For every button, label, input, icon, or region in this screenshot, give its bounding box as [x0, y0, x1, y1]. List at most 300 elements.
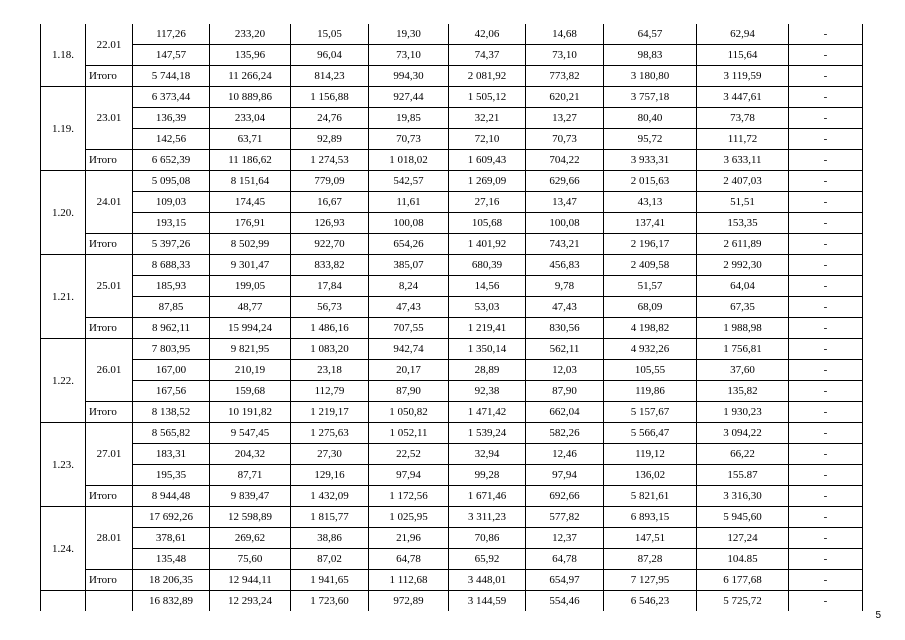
total-label: Итого	[86, 234, 133, 255]
value-cell: 137,41	[604, 213, 697, 234]
value-cell: 111,72	[697, 129, 789, 150]
table-row	[41, 213, 863, 234]
value-cell: -	[789, 528, 863, 549]
value-cell: 74,37	[449, 45, 526, 66]
value-cell: 48,77	[210, 297, 291, 318]
value-cell: 620,21	[526, 87, 604, 108]
value-cell: 1 083,20	[291, 339, 369, 360]
total-value-cell: -	[789, 570, 863, 591]
value-cell: 1 815,77	[291, 507, 369, 528]
value-cell: 20,17	[369, 360, 449, 381]
total-value-cell: 7 127,95	[604, 570, 697, 591]
value-cell: 47,43	[369, 297, 449, 318]
total-value-cell: 3 316,30	[697, 486, 789, 507]
value-cell: 233,20	[210, 24, 291, 45]
value-cell: 119,86	[604, 381, 697, 402]
total-label: Итого	[86, 150, 133, 171]
value-cell: 2 407,03	[697, 171, 789, 192]
table-row	[41, 255, 863, 276]
value-cell: 73,10	[369, 45, 449, 66]
value-cell: -	[789, 297, 863, 318]
value-cell: 6 373,44	[133, 87, 210, 108]
total-label: Итого	[86, 570, 133, 591]
total-value-cell: -	[789, 66, 863, 87]
total-value-cell: 3 933,31	[604, 150, 697, 171]
value-cell: 9 301,47	[210, 255, 291, 276]
value-cell: 51,51	[697, 192, 789, 213]
value-cell: 1 539,24	[449, 423, 526, 444]
total-value-cell: 1 988,98	[697, 318, 789, 339]
value-cell: 53,03	[449, 297, 526, 318]
table-row	[41, 507, 863, 528]
value-cell: 115,64	[697, 45, 789, 66]
value-cell: 21,96	[369, 528, 449, 549]
value-cell: 147,57	[133, 45, 210, 66]
value-cell: 129,16	[291, 465, 369, 486]
value-cell: 73,78	[697, 108, 789, 129]
value-cell: -	[789, 507, 863, 528]
total-value-cell: 5 397,26	[133, 234, 210, 255]
total-value-cell: 814,23	[291, 66, 369, 87]
total-value-cell: 2 081,92	[449, 66, 526, 87]
total-value-cell: 1 219,17	[291, 402, 369, 423]
total-value-cell: 1 941,65	[291, 570, 369, 591]
value-cell: 19,30	[369, 24, 449, 45]
value-cell: 98,83	[604, 45, 697, 66]
value-cell: 927,44	[369, 87, 449, 108]
value-cell: 87,02	[291, 549, 369, 570]
total-value-cell: 1 486,16	[291, 318, 369, 339]
value-cell: -	[789, 465, 863, 486]
table-row	[41, 381, 863, 402]
total-value-cell: 11 186,62	[210, 150, 291, 171]
date-cell: 26.01	[86, 339, 133, 402]
value-cell: 27,16	[449, 192, 526, 213]
value-cell: 1 723,60	[291, 591, 369, 612]
value-cell: 972,89	[369, 591, 449, 612]
date-cell: 25.01	[86, 255, 133, 318]
value-cell: 3 757,18	[604, 87, 697, 108]
total-value-cell: -	[789, 486, 863, 507]
table-row	[41, 591, 863, 612]
value-cell: 136,39	[133, 108, 210, 129]
value-cell: 3 094,22	[697, 423, 789, 444]
value-cell: 73,10	[526, 45, 604, 66]
value-cell: 16 832,89	[133, 591, 210, 612]
value-cell: 1 350,14	[449, 339, 526, 360]
value-cell: 629,66	[526, 171, 604, 192]
total-value-cell: 704,22	[526, 150, 604, 171]
table-row	[41, 549, 863, 570]
value-cell: 32,21	[449, 108, 526, 129]
value-cell: 15,05	[291, 24, 369, 45]
date-cell	[86, 591, 133, 612]
total-value-cell: 1 671,46	[449, 486, 526, 507]
total-value-cell: 12 944,11	[210, 570, 291, 591]
table-row	[41, 87, 863, 108]
total-label: Итого	[86, 66, 133, 87]
value-cell: 70,86	[449, 528, 526, 549]
table-row	[41, 171, 863, 192]
total-row	[41, 150, 863, 171]
value-cell: 65,92	[449, 549, 526, 570]
value-cell: 105,55	[604, 360, 697, 381]
value-cell: 3 144,59	[449, 591, 526, 612]
value-cell: 87,85	[133, 297, 210, 318]
value-cell: 14,68	[526, 24, 604, 45]
table-row	[41, 45, 863, 66]
total-row	[41, 402, 863, 423]
date-cell: 28.01	[86, 507, 133, 570]
value-cell: 13,27	[526, 108, 604, 129]
total-value-cell: 6 177,68	[697, 570, 789, 591]
value-cell: 833,82	[291, 255, 369, 276]
value-cell: 204,32	[210, 444, 291, 465]
value-cell: 119,12	[604, 444, 697, 465]
value-cell: 1 052,11	[369, 423, 449, 444]
value-cell: 13,47	[526, 192, 604, 213]
value-cell: 147,51	[604, 528, 697, 549]
total-label: Итого	[86, 486, 133, 507]
value-cell: 97,94	[369, 465, 449, 486]
total-value-cell: 773,82	[526, 66, 604, 87]
value-cell: -	[789, 87, 863, 108]
table-row	[41, 129, 863, 150]
value-cell: 19,85	[369, 108, 449, 129]
value-cell: 22,52	[369, 444, 449, 465]
value-cell: 12,37	[526, 528, 604, 549]
total-value-cell: 1 401,92	[449, 234, 526, 255]
table-row	[41, 465, 863, 486]
value-cell: 5 566,47	[604, 423, 697, 444]
value-cell: 99,28	[449, 465, 526, 486]
total-value-cell: 994,30	[369, 66, 449, 87]
value-cell: 9,78	[526, 276, 604, 297]
total-value-cell: 15 994,24	[210, 318, 291, 339]
value-cell: 126,93	[291, 213, 369, 234]
value-cell: 378,61	[133, 528, 210, 549]
total-value-cell: 8 962,11	[133, 318, 210, 339]
total-value-cell: -	[789, 318, 863, 339]
value-cell: 136,02	[604, 465, 697, 486]
value-cell: 385,07	[369, 255, 449, 276]
value-cell: 12 293,24	[210, 591, 291, 612]
total-row	[41, 234, 863, 255]
value-cell: 64,78	[526, 549, 604, 570]
table-row	[41, 297, 863, 318]
value-cell: 105,68	[449, 213, 526, 234]
value-cell: 8,24	[369, 276, 449, 297]
value-cell: 70,73	[526, 129, 604, 150]
table-row	[41, 528, 863, 549]
value-cell: 142,56	[133, 129, 210, 150]
value-cell: 75,60	[210, 549, 291, 570]
value-cell: 176,91	[210, 213, 291, 234]
value-cell: 779,09	[291, 171, 369, 192]
total-value-cell: 5 157,67	[604, 402, 697, 423]
total-value-cell: 4 198,82	[604, 318, 697, 339]
value-cell: 2 015,63	[604, 171, 697, 192]
value-cell: 199,05	[210, 276, 291, 297]
total-value-cell: 1 112,68	[369, 570, 449, 591]
value-cell: 942,74	[369, 339, 449, 360]
value-cell: 64,78	[369, 549, 449, 570]
value-cell: 9 547,45	[210, 423, 291, 444]
date-cell: 24.01	[86, 171, 133, 234]
value-cell: -	[789, 129, 863, 150]
total-value-cell: 654,26	[369, 234, 449, 255]
value-cell: -	[789, 360, 863, 381]
total-value-cell: 1 930,23	[697, 402, 789, 423]
value-cell: 63,71	[210, 129, 291, 150]
value-cell: 8 151,64	[210, 171, 291, 192]
value-cell: 3 447,61	[697, 87, 789, 108]
table-row	[41, 108, 863, 129]
value-cell: 11,61	[369, 192, 449, 213]
value-cell: 32,94	[449, 444, 526, 465]
value-cell: 66,22	[697, 444, 789, 465]
total-value-cell: 10 191,82	[210, 402, 291, 423]
value-cell: 4 932,26	[604, 339, 697, 360]
value-cell: 12,03	[526, 360, 604, 381]
value-cell: 87,90	[369, 381, 449, 402]
value-cell: 42,06	[449, 24, 526, 45]
total-value-cell: 3 448,01	[449, 570, 526, 591]
total-value-cell: 2 611,89	[697, 234, 789, 255]
total-value-cell: -	[789, 150, 863, 171]
value-cell: 47,43	[526, 297, 604, 318]
value-cell: -	[789, 213, 863, 234]
table-row	[41, 360, 863, 381]
value-cell: 135,48	[133, 549, 210, 570]
value-cell: 56,73	[291, 297, 369, 318]
value-cell: 3 311,23	[449, 507, 526, 528]
value-cell: 12 598,89	[210, 507, 291, 528]
value-cell: 5 725,72	[697, 591, 789, 612]
total-value-cell: 8 138,52	[133, 402, 210, 423]
value-cell: 183,31	[133, 444, 210, 465]
value-cell: 7 803,95	[133, 339, 210, 360]
total-value-cell: -	[789, 234, 863, 255]
section-number: 1.21.	[41, 255, 86, 339]
value-cell: 2 992,30	[697, 255, 789, 276]
date-cell: 22.01	[86, 24, 133, 66]
total-value-cell: 2 196,17	[604, 234, 697, 255]
value-cell: -	[789, 381, 863, 402]
value-cell: 27,30	[291, 444, 369, 465]
value-cell: 37,60	[697, 360, 789, 381]
value-cell: 17 692,26	[133, 507, 210, 528]
value-cell: 24,76	[291, 108, 369, 129]
value-cell: 92,38	[449, 381, 526, 402]
table-row	[41, 192, 863, 213]
value-cell: 8 565,82	[133, 423, 210, 444]
total-row	[41, 66, 863, 87]
value-cell: 1 275,63	[291, 423, 369, 444]
total-label: Итого	[86, 318, 133, 339]
value-cell: -	[789, 192, 863, 213]
total-value-cell: -	[789, 402, 863, 423]
value-cell: -	[789, 591, 863, 612]
value-cell: 456,83	[526, 255, 604, 276]
section-number: 1.19.	[41, 87, 86, 171]
value-cell: 542,57	[369, 171, 449, 192]
value-cell: 64,04	[697, 276, 789, 297]
value-cell: 10 889,86	[210, 87, 291, 108]
total-value-cell: 1 018,02	[369, 150, 449, 171]
value-cell: 135,82	[697, 381, 789, 402]
total-label: Итого	[86, 402, 133, 423]
value-cell: 195,35	[133, 465, 210, 486]
total-value-cell: 654,97	[526, 570, 604, 591]
total-row	[41, 486, 863, 507]
section-number: 1.22.	[41, 339, 86, 423]
total-row	[41, 318, 863, 339]
value-cell: -	[789, 255, 863, 276]
value-cell: 100,08	[526, 213, 604, 234]
section-number	[41, 591, 86, 612]
value-cell: 159,68	[210, 381, 291, 402]
value-cell: 153,35	[697, 213, 789, 234]
value-cell: 6 893,15	[604, 507, 697, 528]
total-value-cell: 8 502,99	[210, 234, 291, 255]
value-cell: 210,19	[210, 360, 291, 381]
table-row	[41, 444, 863, 465]
total-value-cell: 3 633,11	[697, 150, 789, 171]
value-cell: -	[789, 24, 863, 45]
value-cell: 167,56	[133, 381, 210, 402]
total-value-cell: 922,70	[291, 234, 369, 255]
table-row	[41, 276, 863, 297]
value-cell: 5 095,08	[133, 171, 210, 192]
value-cell: 9 821,95	[210, 339, 291, 360]
total-value-cell: 692,66	[526, 486, 604, 507]
value-cell: -	[789, 339, 863, 360]
value-cell: 38,86	[291, 528, 369, 549]
total-value-cell: 3 119,59	[697, 66, 789, 87]
total-value-cell: 5 821,61	[604, 486, 697, 507]
total-value-cell: 6 652,39	[133, 150, 210, 171]
value-cell: 680,39	[449, 255, 526, 276]
value-cell: 67,35	[697, 297, 789, 318]
value-cell: 167,00	[133, 360, 210, 381]
total-value-cell: 1 219,41	[449, 318, 526, 339]
value-cell: 87,71	[210, 465, 291, 486]
value-cell: 96,04	[291, 45, 369, 66]
value-cell: 87,90	[526, 381, 604, 402]
section-number: 1.20.	[41, 171, 86, 255]
value-cell: 577,82	[526, 507, 604, 528]
table-row	[41, 423, 863, 444]
date-cell: 27.01	[86, 423, 133, 486]
section-number: 1.24.	[41, 507, 86, 591]
total-value-cell: 8 944,48	[133, 486, 210, 507]
total-value-cell: 743,21	[526, 234, 604, 255]
value-cell: 562,11	[526, 339, 604, 360]
value-cell: 51,57	[604, 276, 697, 297]
total-value-cell: 1 050,82	[369, 402, 449, 423]
total-value-cell: 9 839,47	[210, 486, 291, 507]
total-row	[41, 570, 863, 591]
value-cell: 1 269,09	[449, 171, 526, 192]
total-value-cell: 11 266,24	[210, 66, 291, 87]
value-cell: 72,10	[449, 129, 526, 150]
value-cell: 70,73	[369, 129, 449, 150]
value-cell: 92,89	[291, 129, 369, 150]
value-cell: 23,18	[291, 360, 369, 381]
total-value-cell: 830,56	[526, 318, 604, 339]
table-body	[41, 24, 863, 611]
value-cell: 68,09	[604, 297, 697, 318]
value-cell: 12,46	[526, 444, 604, 465]
value-cell: 97,94	[526, 465, 604, 486]
value-cell: 112,79	[291, 381, 369, 402]
value-cell: 16,67	[291, 192, 369, 213]
value-cell: 95,72	[604, 129, 697, 150]
value-cell: 17,84	[291, 276, 369, 297]
total-value-cell: 1 432,09	[291, 486, 369, 507]
value-cell: 100,08	[369, 213, 449, 234]
total-value-cell: 1 172,56	[369, 486, 449, 507]
total-value-cell: 1 471,42	[449, 402, 526, 423]
value-cell: -	[789, 108, 863, 129]
page-number: 5	[875, 610, 881, 621]
value-cell: -	[789, 276, 863, 297]
value-cell: 233,04	[210, 108, 291, 129]
value-cell: -	[789, 45, 863, 66]
table-row	[41, 24, 863, 45]
value-cell: 155.87	[697, 465, 789, 486]
total-value-cell: 18 206,35	[133, 570, 210, 591]
value-cell: 109,03	[133, 192, 210, 213]
value-cell: -	[789, 549, 863, 570]
value-cell: 1 156,88	[291, 87, 369, 108]
value-cell: 64,57	[604, 24, 697, 45]
value-cell: 174,45	[210, 192, 291, 213]
total-value-cell: 1 609,43	[449, 150, 526, 171]
value-cell: 8 688,33	[133, 255, 210, 276]
value-cell: 104.85	[697, 549, 789, 570]
value-cell: 43,13	[604, 192, 697, 213]
value-cell: 117,26	[133, 24, 210, 45]
total-value-cell: 662,04	[526, 402, 604, 423]
value-cell: 5 945,60	[697, 507, 789, 528]
value-cell: -	[789, 444, 863, 465]
value-cell: 2 409,58	[604, 255, 697, 276]
value-cell: 87,28	[604, 549, 697, 570]
section-number: 1.23.	[41, 423, 86, 507]
value-cell: 1 025,95	[369, 507, 449, 528]
value-cell: -	[789, 423, 863, 444]
data-table	[40, 24, 863, 611]
value-cell: 582,26	[526, 423, 604, 444]
value-cell: 193,15	[133, 213, 210, 234]
value-cell: 80,40	[604, 108, 697, 129]
total-value-cell: 707,55	[369, 318, 449, 339]
value-cell: -	[789, 171, 863, 192]
section-number: 1.18.	[41, 24, 86, 87]
value-cell: 135,96	[210, 45, 291, 66]
value-cell: 14,56	[449, 276, 526, 297]
value-cell: 269,62	[210, 528, 291, 549]
table-row	[41, 339, 863, 360]
value-cell: 1 756,81	[697, 339, 789, 360]
value-cell: 554,46	[526, 591, 604, 612]
value-cell: 28,89	[449, 360, 526, 381]
total-value-cell: 1 274,53	[291, 150, 369, 171]
date-cell: 23.01	[86, 87, 133, 150]
value-cell: 1 505,12	[449, 87, 526, 108]
